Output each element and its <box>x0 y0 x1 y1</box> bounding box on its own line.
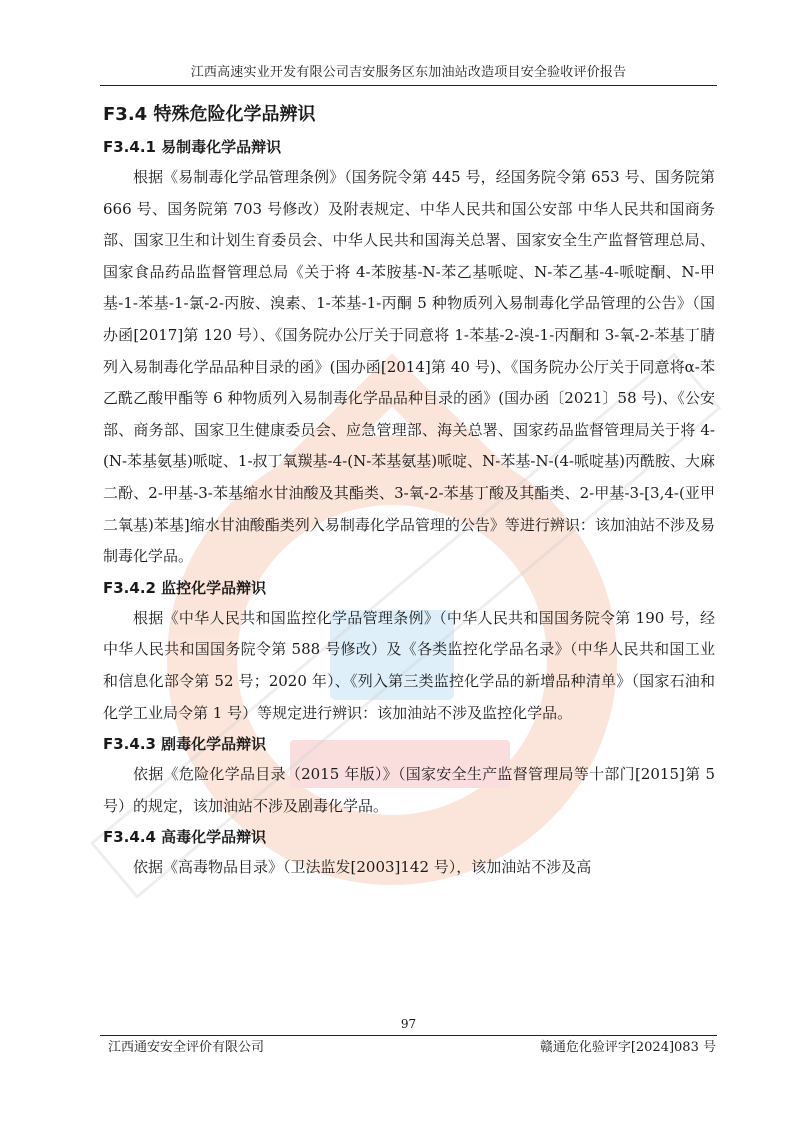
subsection-title-high-toxicity: F3.4.4 高毒化学品辩识 <box>103 828 267 847</box>
subsection-title-highly-toxic: F3.4.3 剧毒化学品辩识 <box>103 735 267 754</box>
subsection-title-precursor: F3.4.1 易制毒化学品辩识 <box>103 138 282 156</box>
paragraph-highly-toxic: 依据《危险化学品目录（2015 年版）》（国家安全生产监督管理局等十部门[2015]第 5 号）的规定，该加油站不涉及剧毒化学品。 <box>103 765 715 815</box>
footer-rule <box>100 1035 717 1036</box>
subsection-title-monitored: F3.4.2 监控化学品辩识 <box>103 578 267 597</box>
page-number: 97 <box>400 1017 417 1031</box>
footer-doc-number: 赣通危化验评字[2024]083 号 <box>539 1040 716 1055</box>
section-title: F3.4 特殊危险化学品辨识 <box>103 104 316 125</box>
paragraph-precursor: 根据《易制毒化学品管理条例》（国务院令第 445 号，经国务院令第 653 号、国务院第 666 号、国务院第 703 号修改）及附表规定、中华人民共和国公安部 中华人民共和国商务部、国家卫生和计划生育委员会、中华人民共和国海关总署、国家安全生产监督管理总局、国家食品药品监督管理总局《关于将 4-苯胺基-N-苯乙基哌啶、N-苯乙基-4-哌啶酮、N-甲基-1-苯基-1-氯-2-丙胺、溴素、1-苯基-1-丙酮 5 种物质列入易制毒化学品管理的公告》（国办函[2017]第 120 号）、《国务院办公厅关于同意将 1-苯基-2-溴-1-丙酮和 3-氧-2-苯基丁腈列入易制毒化学品品种目录的函》(国办函[2014]第 40 号)、《国务院办公厅关于同意将α-苯乙酰乙酸甲酯等 6 种物质列入易制毒化学品品种目录的函》(国办函〔2021〕58 号)、《公安部、商务部、国家卫生健康委员会、应急管理部、海关总署、国家药品监督管理局关于将 4-(N-苯基氨基)哌啶、1-叔丁氧羰基-4-(N-苯基氨基)哌啶、N-苯基-N-(4-哌啶基)丙酰胺、大麻二酚、2-甲基-3-苯基缩水甘油酸及其酯类、3-氧-2-苯基丁酸及其酯类、2-甲基-3-[3,4-(亚甲二氧基)苯基]缩水甘油酸酯类列入易制毒化学品管理的公告》等进行辨识：该加油站不涉及易制毒化学品。 <box>103 168 715 566</box>
document-body <box>103 98 715 884</box>
paragraph-high-toxicity: 依据《高毒物品目录》（卫法监发[2003]142 号），该加油站不涉及高 <box>133 858 592 877</box>
paragraph-monitored: 根据《中华人民共和国监控化学品管理条例》（中华人民共和国国务院令第 190 号，经中华人民共和国国务院令第 588 号修改）及《各类监控化学品名录》（中华人民共和国工业和信息化部令第 52 号；2020 年）、《列入第三类监控化学品的新增品种清单》（国家石油和化学工业局令第 1 号）等规定进行辨识：该加油站不涉及监控化学品。 <box>103 608 715 722</box>
page-header: 江西高速实业开发有限公司吉安服务区东加油站改造项目安全验收评价报告 <box>190 65 627 80</box>
header-rule <box>100 85 717 86</box>
footer-company: 江西通安安全评价有限公司 <box>108 1040 265 1055</box>
